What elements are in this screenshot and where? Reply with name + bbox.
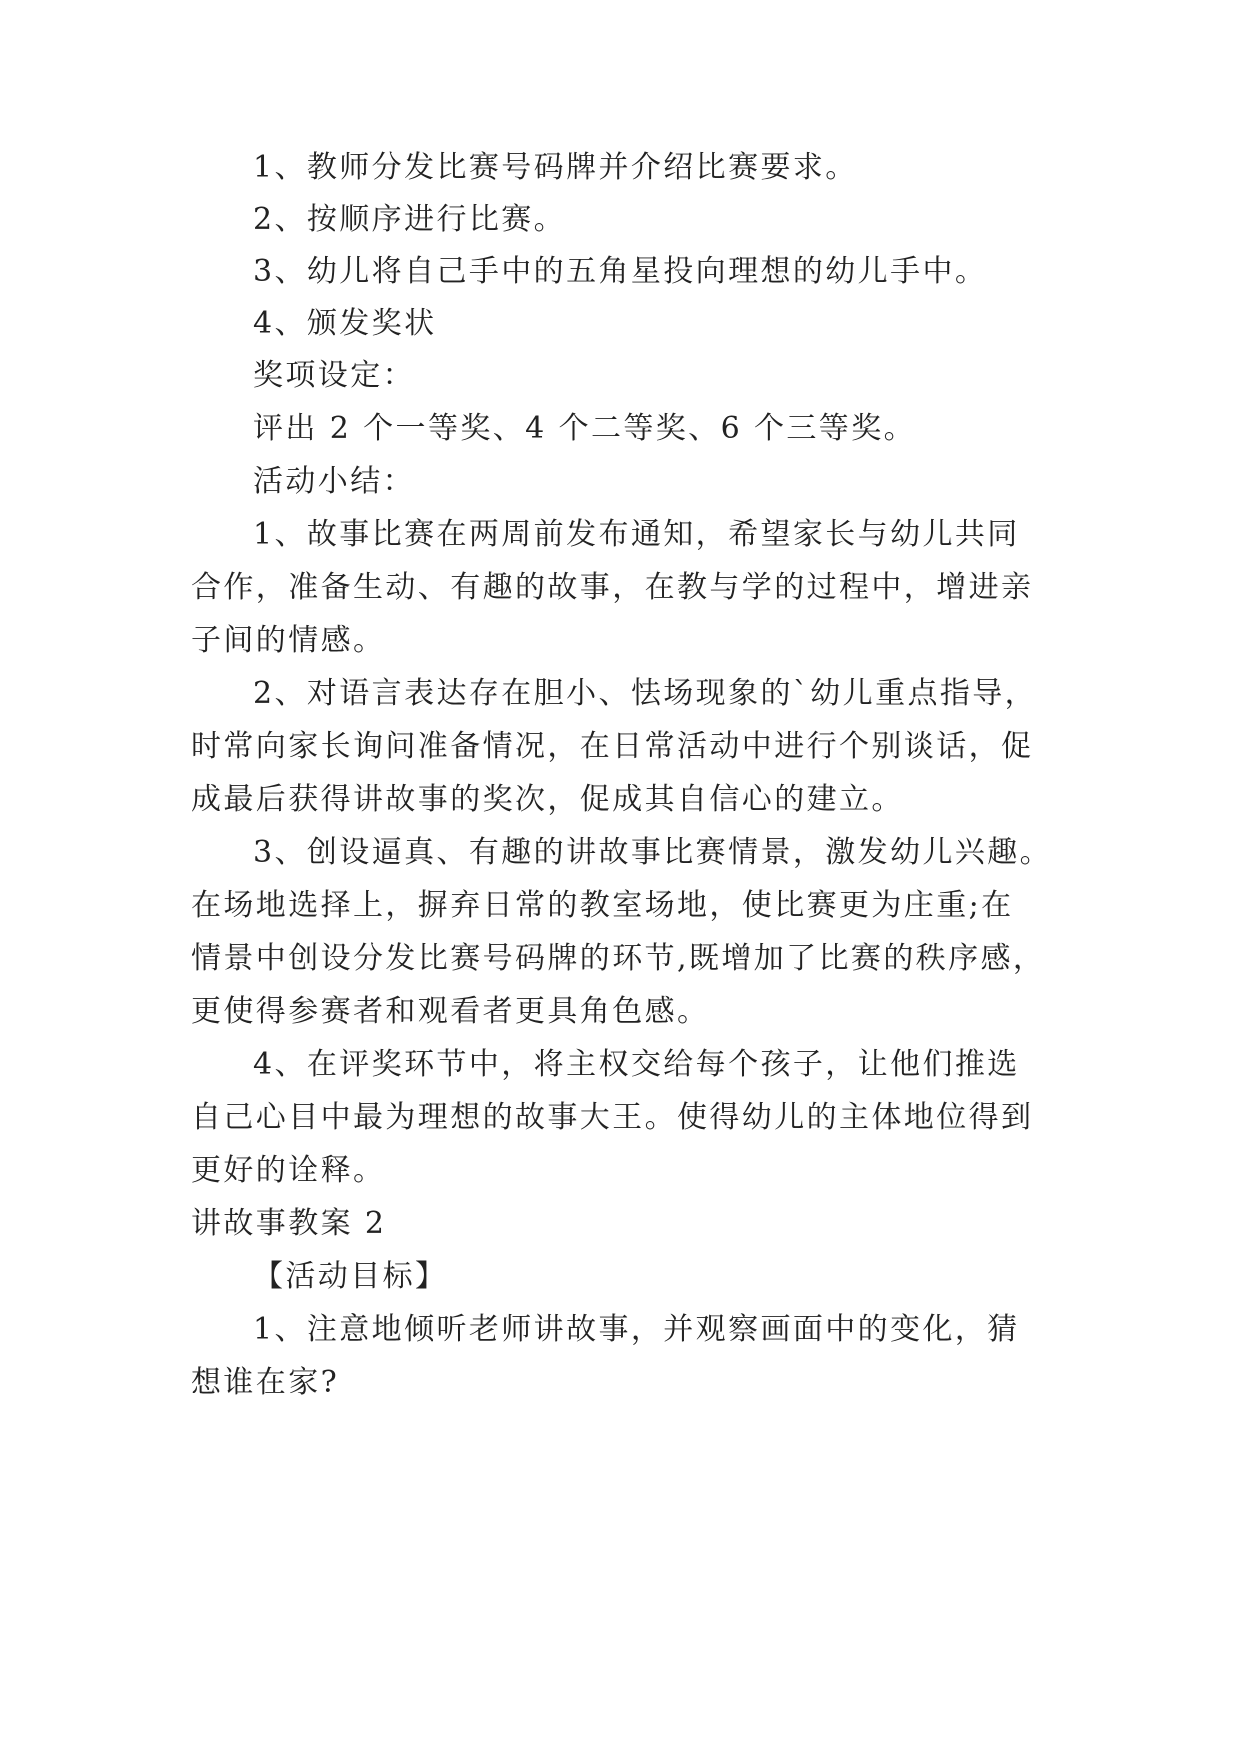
step-item-1: 1、教师分发比赛号码牌并介绍比赛要求。 [253, 150, 858, 185]
summary-point-1-line-3: 子间的情感。 [191, 623, 386, 658]
summary-point-1-line-2: 合作，准备生动、有趣的故事，在教与学的过程中，增进亲 [191, 570, 1034, 605]
goal-1-line-1: 1、注意地倾听老师讲故事，并观察画面中的变化，猜 [253, 1312, 1020, 1347]
step-item-3: 3、幼儿将自己手中的五角星投向理想的幼儿手中。 [253, 254, 988, 289]
goals-heading: 【活动目标】 [253, 1259, 448, 1294]
summary-point-4-line-1: 4、在评奖环节中，将主权交给每个孩子，让他们推选 [253, 1047, 1020, 1082]
awards-text: 评出 2 个一等奖、4 个二等奖、6 个三等奖。 [253, 411, 917, 446]
goal-1-line-2: 想谁在家? [191, 1365, 340, 1400]
summary-point-2-line-2: 时常向家长询问准备情况，在日常活动中进行个别谈话，促 [191, 729, 1034, 764]
summary-point-1-line-1: 1、故事比赛在两周前发布通知，希望家长与幼儿共同 [253, 517, 1020, 552]
step-item-4: 4、颁发奖状 [253, 306, 437, 341]
step-item-2: 2、按顺序进行比赛。 [253, 202, 567, 237]
summary-point-3-line-2: 在场地选择上，摒弃日常的教室场地，使比赛更为庄重;在 [191, 888, 1014, 923]
summary-heading: 活动小结： [253, 464, 415, 499]
summary-point-4-line-2: 自己心目中最为理想的故事大王。使得幼儿的主体地位得到 [191, 1100, 1034, 1135]
summary-point-3-line-4: 更使得参赛者和观看者更具角色感。 [191, 994, 710, 1029]
summary-point-3-line-1: 3、创设逼真、有趣的讲故事比赛情景，激发幼儿兴趣。 [253, 835, 1053, 870]
summary-point-4-line-3: 更好的诠释。 [191, 1153, 386, 1188]
summary-point-3-line-3: 情景中创设分发比赛号码牌的环节,既增加了比赛的秩序感， [191, 941, 1046, 976]
summary-point-2-line-3: 成最后获得讲故事的奖次，促成其自信心的建立。 [191, 782, 904, 817]
awards-heading: 奖项设定： [253, 358, 415, 393]
section-title: 讲故事教案 2 [191, 1206, 387, 1241]
summary-point-2-line-1: 2、对语言表达存在胆小、怯场现象的`幼儿重点指导， [253, 676, 1038, 711]
